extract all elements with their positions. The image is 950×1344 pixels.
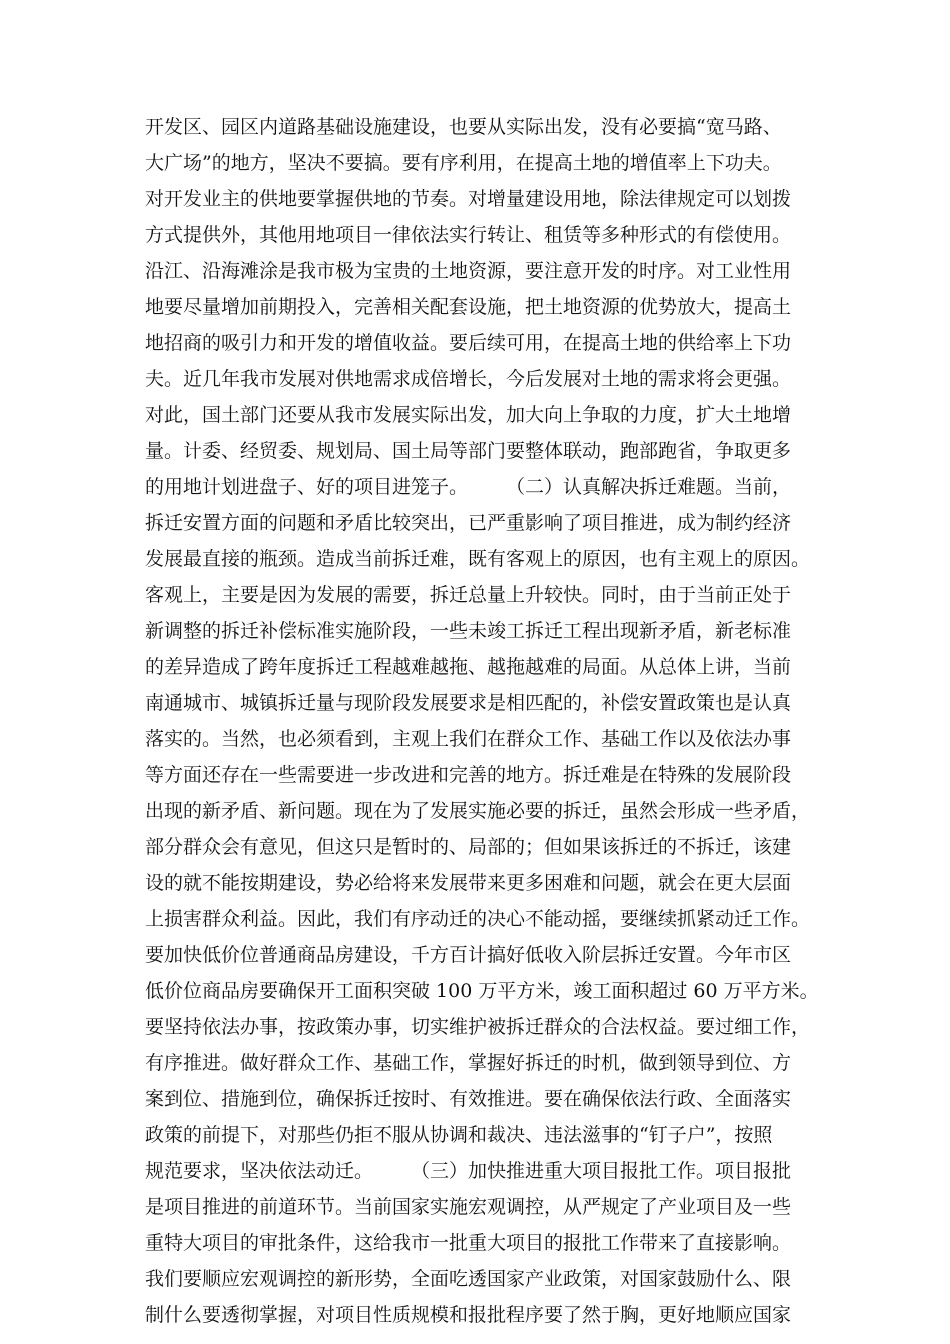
text-line: 案到位、措施到位，确保拆迁按时、有效推进。要在确保依法行政、全面落实: [145, 1088, 792, 1110]
text-line: 我们要顺应宏观调控的新形势，全面吃透国家产业政策，对国家鼓励什么、限: [145, 1268, 792, 1290]
text-line: 等方面还存在一些需要进一步改进和完善的地方。拆迁难是在特殊的发展阶段: [145, 764, 792, 786]
text-line: 重特大项目的审批条件，这给我市一批重大项目的报批工作带来了直接影响。: [145, 1232, 792, 1254]
text-line: 开发区、园区内道路基础设施建设，也要从实际出发，没有必要搞“宽马路、: [145, 116, 782, 138]
text-line: 沿江、沿海滩涂是我市极为宝贵的土地资源，要注意开发的时序。对工业性用: [145, 260, 792, 282]
text-line: 新调整的拆迁补偿标准实施阶段，一些未竣工拆迁工程出现新矛盾，新老标准: [145, 620, 792, 642]
text-line: 的差异造成了跨年度拆迁工程越难越拖、越拖越难的局面。从总体上讲，当前: [145, 656, 792, 678]
text-line: 客观上，主要是因为发展的需要，拆迁总量上升较快。同时，由于当前正处于: [145, 584, 792, 606]
text-line: 对此，国土部门还要从我市发展实际出发，加大向上争取的力度，扩大土地增: [145, 404, 792, 426]
text-line: 拆迁安置方面的问题和矛盾比较突出，已严重影响了项目推进，成为制约经济: [145, 512, 792, 534]
text-line: 制什么要透彻掌握，对项目性质规模和报批程序要了然于胸，更好地顺应国家: [145, 1304, 792, 1326]
text-line: 的用地计划进盘子、好的项目进笼子。 （二）认真解决拆迁难题。当前，: [145, 476, 792, 498]
body-text: [145, 109, 825, 1333]
text-line: 政策的前提下，对那些仍拒不服从协调和裁决、违法滋事的“钉子户”，按照: [145, 1124, 773, 1146]
text-line: 要加快低价位普通商品房建设，千方百计搞好低收入阶层拆迁安置。今年市区: [145, 944, 792, 966]
text-line: 低价位商品房要确保开工面积突破 100 万平方米，竣工面积超过 60 万平方米。: [145, 980, 819, 1002]
text-line: 有序推进。做好群众工作、基础工作，掌握好拆迁的时机，做到领导到位、方: [145, 1052, 792, 1074]
text-line: 是项目推进的前道环节。当前国家实施宏观调控，从严规定了产业项目及一些: [145, 1196, 792, 1218]
text-line: 南通城市、城镇拆迁量与现阶段发展要求是相匹配的，补偿安置政策也是认真: [145, 692, 792, 714]
text-line: 落实的。当然，也必须看到，主观上我们在群众工作、基础工作以及依法办事: [145, 728, 792, 750]
text-line: 部分群众会有意见，但这只是暂时的、局部的；但如果该拆迁的不拆迁，该建: [145, 836, 792, 858]
text-line: 地要尽量增加前期投入，完善相关配套设施，把土地资源的优势放大，提高土: [145, 296, 792, 318]
text-line: 要坚持依法办事，按政策办事，切实维护被拆迁群众的合法权益。要过细工作，: [145, 1016, 811, 1038]
text-line: 夫。近几年我市发展对供地需求成倍增长，今后发展对土地的需求将会更强。: [145, 368, 792, 390]
text-line: 设的就不能按期建设，势必给将来发展带来更多困难和问题，就会在更大层面: [145, 872, 792, 894]
text-line: 规范要求，坚决依法动迁。 （三）加快推进重大项目报批工作。项目报批: [145, 1160, 792, 1182]
text-line: 方式提供外，其他用地项目一律依法实行转让、租赁等多种形式的有偿使用。: [145, 224, 792, 246]
text-line: 出现的新矛盾、新问题。现在为了发展实施必要的拆迁，虽然会形成一些矛盾，: [145, 800, 811, 822]
text-line: 大广场”的地方，坚决不要搞。要有序利用，在提高土地的增值率上下功夫。: [145, 152, 782, 174]
text-line: 量。计委、经贸委、规划局、国土局等部门要整体联动，跑部跑省，争取更多: [145, 440, 792, 462]
text-line: 上损害群众利益。因此，我们有序动迁的决心不能动摇，要继续抓紧动迁工作。: [145, 908, 811, 930]
text-line: 地招商的吸引力和开发的增值收益。要后续可用，在提高土地的供给率上下功: [145, 332, 792, 354]
text-line: 发展最直接的瓶颈。造成当前拆迁难，既有客观上的原因，也有主观上的原因。: [145, 548, 811, 570]
text-line: 对开发业主的供地要掌握供地的节奏。对增量建设用地，除法律规定可以划拨: [145, 188, 792, 210]
